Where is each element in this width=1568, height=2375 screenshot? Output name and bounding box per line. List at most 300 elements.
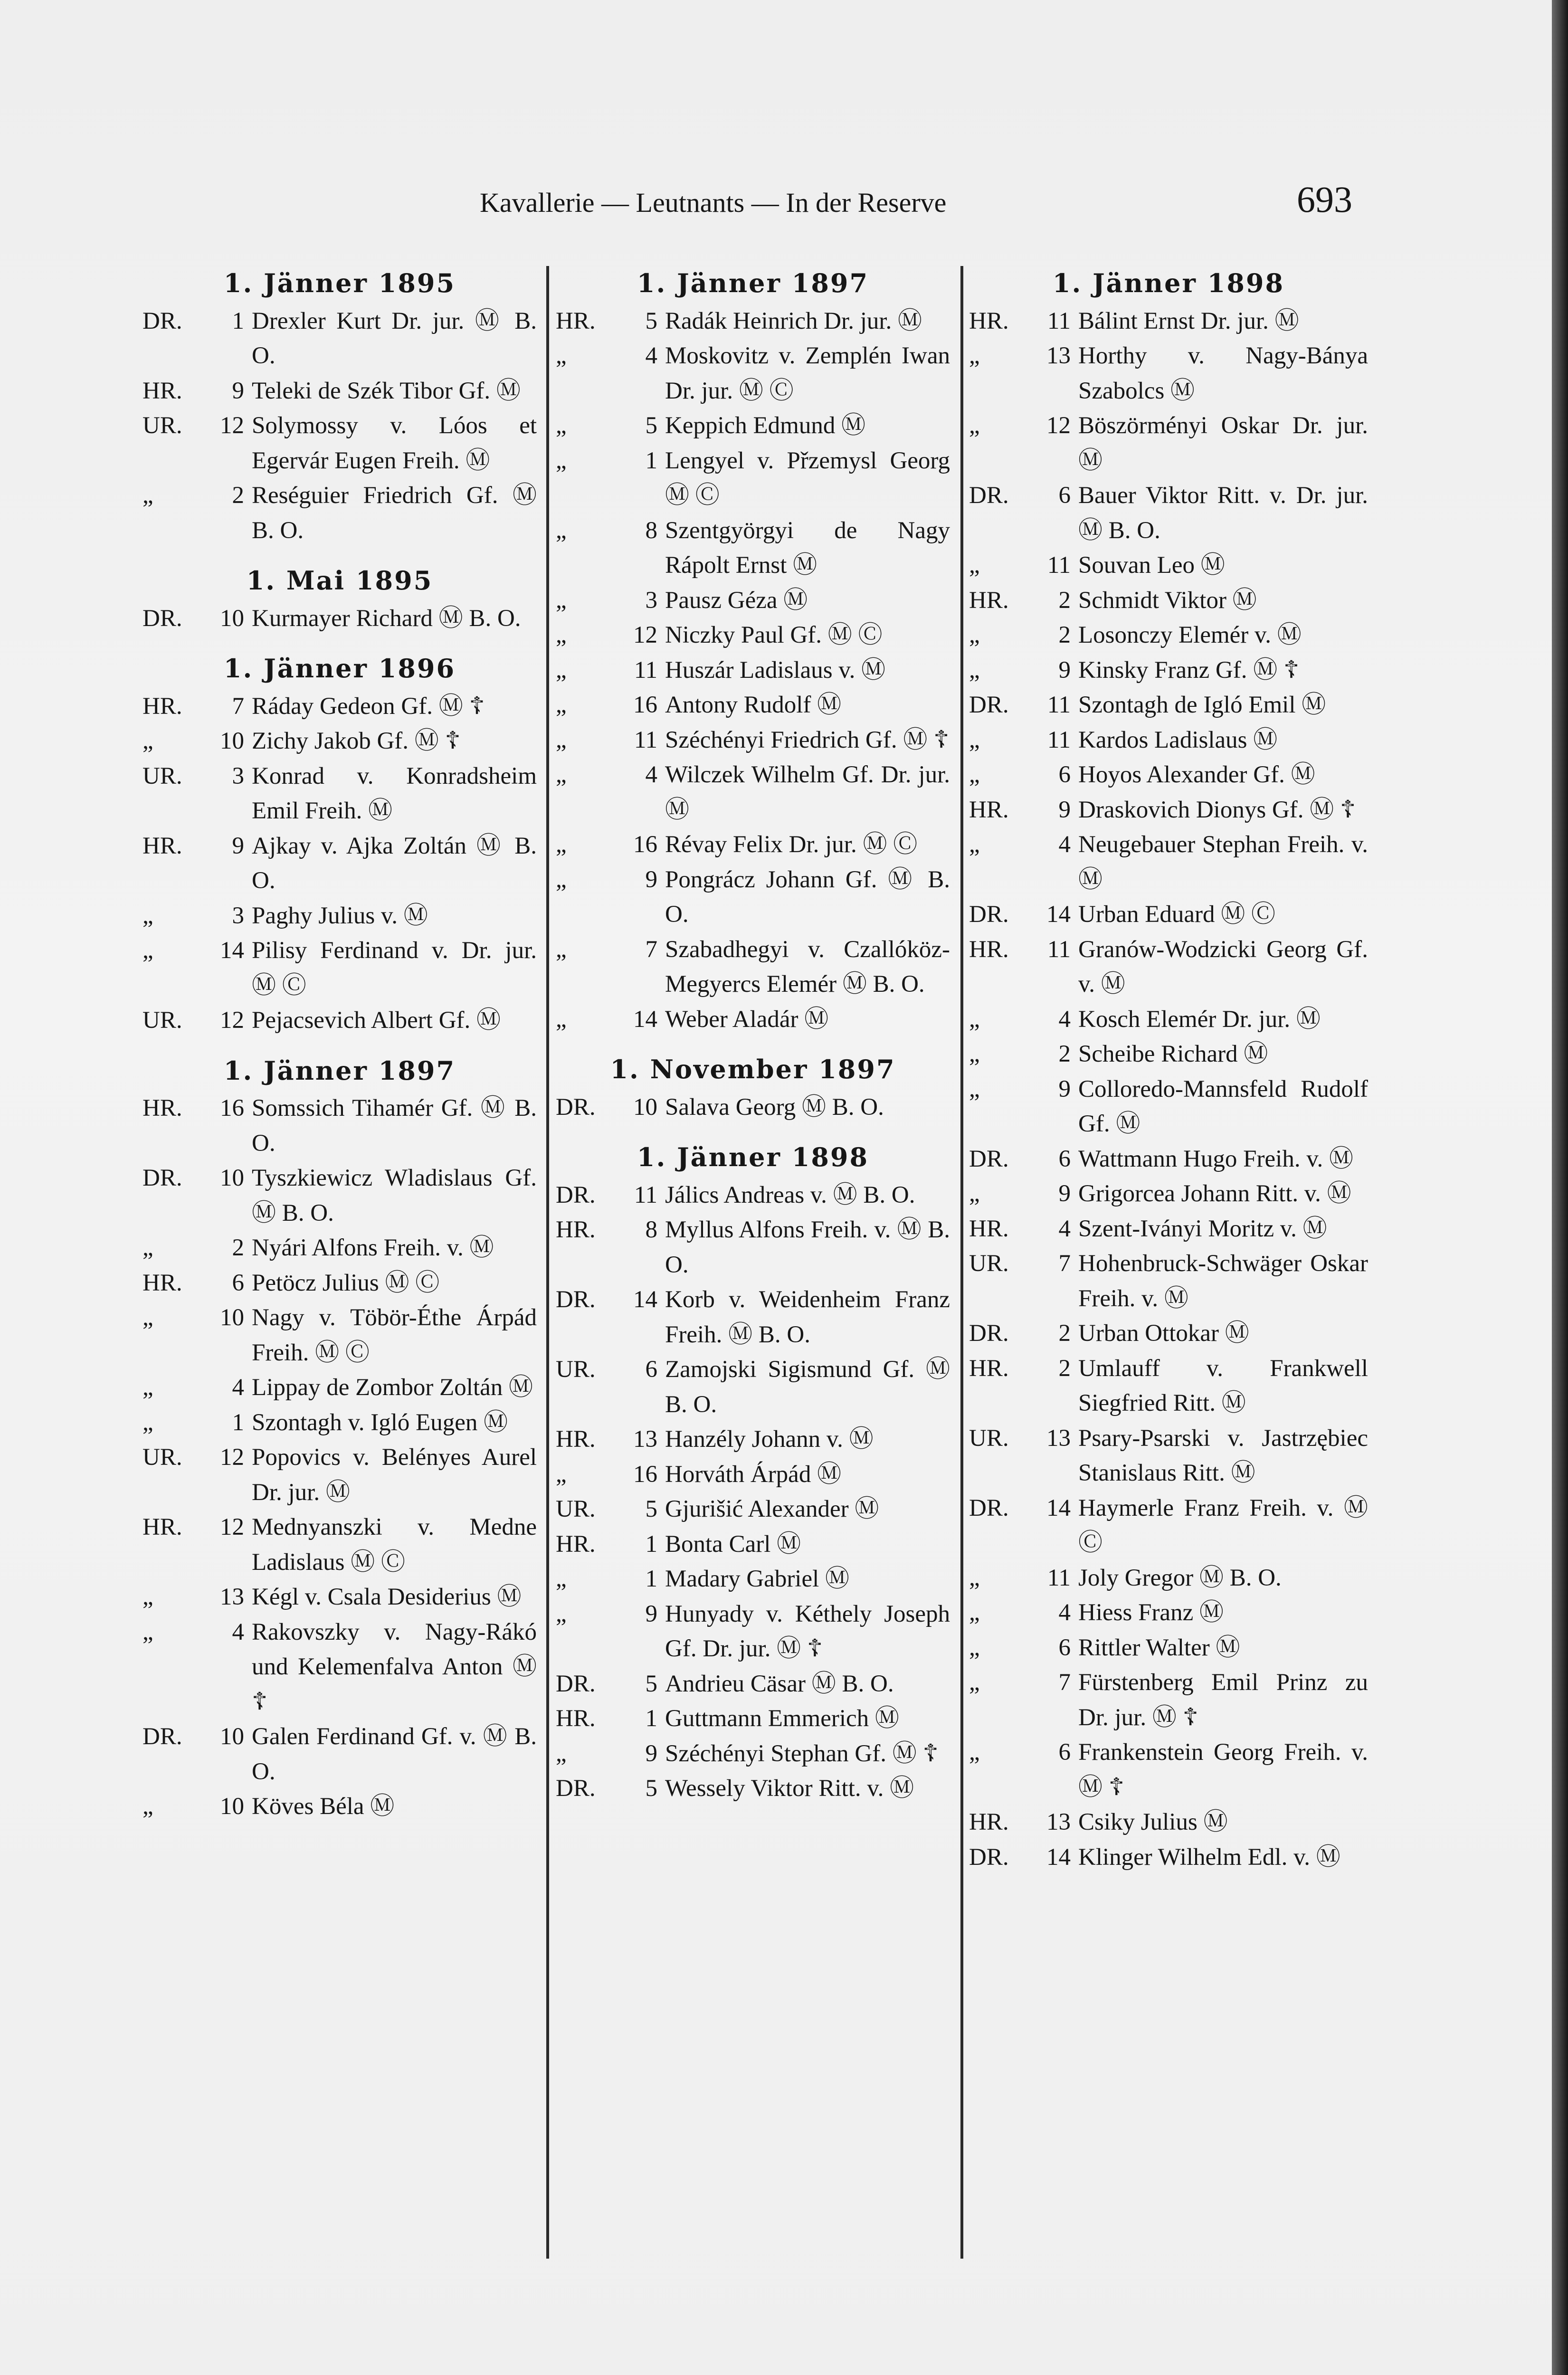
officer-name: Paghy Julius v. Ⓜ: [252, 902, 428, 929]
regiment-number: 14: [633, 1286, 657, 1313]
unit-label: „: [143, 482, 153, 509]
officer-name: Draskovich Dionys Gf. Ⓜ ☦: [1078, 796, 1356, 823]
officer-name: Széchényi Friedrich Gf. Ⓜ ☦: [665, 726, 950, 753]
section-gap: [556, 1125, 950, 1135]
regiment-number: 5: [645, 1775, 657, 1802]
roster-entry: [143, 933, 537, 1003]
roster-entry: [556, 758, 950, 827]
regiment-number: 16: [220, 1095, 244, 1121]
officer-name: Pongrácz Johann Gf. Ⓜ B. O.: [665, 866, 950, 928]
officer-name: Grigorcea Johann Ritt. v. Ⓜ: [1078, 1180, 1351, 1207]
roster-entry: [556, 1562, 950, 1597]
officer-name: Huszár Ladislaus v. Ⓜ: [665, 656, 886, 684]
section-gap: [143, 548, 537, 559]
regiment-number: 14: [1046, 1494, 1071, 1521]
roster-entry: [143, 1161, 537, 1231]
roster-entry: [143, 899, 537, 934]
officer-name: Szontagh de Igló Emil Ⓜ: [1078, 692, 1326, 718]
regiment-number: 6: [1058, 1145, 1071, 1172]
roster-entry: [969, 548, 1368, 583]
unit-label: DR.: [969, 482, 1009, 509]
unit-label: „: [969, 761, 980, 788]
roster-entry: [143, 1580, 537, 1615]
section-heading: 1. Jänner 1897: [637, 268, 869, 298]
regiment-number: 13: [633, 1426, 657, 1453]
unit-label: HR.: [556, 307, 596, 334]
unit-label: „: [969, 1599, 980, 1626]
roster-entry: [143, 478, 537, 548]
officer-name: Lengyel v. Přzemysl Georg Ⓜ Ⓒ: [665, 447, 950, 509]
officer-name: Ajkay v. Ajka Zoltán Ⓜ B. O.: [252, 832, 537, 894]
section-heading: 1. Jänner 1896: [223, 653, 456, 684]
unit-label: „: [556, 517, 567, 544]
unit-label: „: [556, 831, 567, 858]
unit-label: HR.: [969, 1809, 1009, 1835]
roster-entry: [969, 653, 1368, 688]
officer-name: Korb v. Weidenheim Franz Freih. Ⓜ B. O.: [665, 1286, 950, 1348]
unit-label: HR.: [969, 307, 1009, 334]
roster-entry: [556, 1352, 950, 1422]
section-heading: 1. Jänner 1898: [637, 1142, 869, 1172]
officer-name: Wattmann Hugo Freih. v. Ⓜ: [1078, 1145, 1354, 1172]
officer-name: Moskovitz v. Zemplén Iwan Dr. jur. Ⓜ Ⓒ: [665, 342, 950, 404]
roster-entry: [556, 1002, 950, 1037]
roster-entry: [969, 618, 1368, 653]
unit-label: HR.: [143, 832, 182, 859]
regiment-number: 2: [1058, 1320, 1071, 1347]
unit-label: „: [556, 447, 567, 474]
regiment-number: 5: [645, 307, 657, 334]
roster-entry: [556, 688, 950, 723]
regiment-number: 6: [232, 1269, 244, 1296]
regiment-number: 9: [645, 1600, 657, 1627]
unit-label: HR.: [143, 1514, 182, 1540]
roster-entry: [556, 304, 950, 339]
unit-label: DR.: [969, 1843, 1009, 1871]
officer-name: Zamojski Sigismund Gf. Ⓜ B. O.: [665, 1356, 950, 1418]
roster-entry: [969, 408, 1368, 478]
regiment-number: 14: [1046, 1843, 1071, 1871]
officer-name: Kinsky Franz Gf. Ⓜ ☦: [1078, 656, 1300, 684]
regiment-number: 13: [1046, 1809, 1071, 1835]
unit-label: UR.: [143, 1007, 182, 1034]
roster-entry: [143, 1091, 537, 1161]
unit-label: „: [556, 412, 567, 439]
regiment-number: 12: [220, 1007, 244, 1034]
officer-name: Konrad v. Konradsheim Emil Freih. Ⓜ: [252, 762, 537, 824]
officer-name: Guttmann Emmerich Ⓜ: [665, 1705, 899, 1732]
unit-label: „: [556, 1600, 567, 1627]
officer-name: Pejacsevich Albert Gf. Ⓜ: [252, 1007, 501, 1034]
officer-name: Teleki de Szék Tibor Gf. Ⓜ: [252, 377, 521, 404]
roster-entry: [969, 1596, 1368, 1631]
roster-entry: [556, 1457, 950, 1492]
regiment-number: 12: [633, 622, 657, 648]
regiment-number: 9: [232, 377, 244, 404]
section-heading: 1. Jänner 1898: [1052, 268, 1285, 298]
column-divider: [960, 266, 963, 2259]
roster-entry: [143, 1510, 537, 1580]
unit-label: „: [969, 552, 980, 579]
unit-label: DR.: [143, 605, 182, 632]
regiment-number: 11: [1047, 692, 1071, 718]
roster-entry: [969, 1805, 1368, 1840]
officer-name: Horthy v. Nagy-Bánya Szabolcs Ⓜ: [1078, 342, 1368, 404]
officer-name: Rittler Walter Ⓜ: [1078, 1634, 1240, 1661]
officer-name: Hohenbruck-Schwäger Oskar Freih. v. Ⓜ: [1078, 1250, 1368, 1312]
unit-label: „: [556, 761, 567, 788]
roster-entry: [556, 1213, 950, 1282]
roster-entry: [143, 1789, 537, 1824]
officer-name: Urban Ottokar Ⓜ: [1078, 1320, 1249, 1347]
roster-entry: [556, 408, 950, 444]
unit-label: DR.: [556, 1093, 596, 1121]
officer-name: Galen Ferdinand Gf. v. Ⓜ B. O.: [252, 1723, 537, 1785]
regiment-number: 4: [1058, 831, 1071, 858]
officer-name: Klinger Wilhelm Edl. v. Ⓜ: [1078, 1843, 1340, 1871]
regiment-number: 4: [645, 761, 657, 788]
roster-entry: [556, 827, 950, 863]
roster-entry: [556, 1701, 950, 1737]
officer-name: Bonta Carl Ⓜ: [665, 1530, 801, 1558]
officer-name: Reséguier Friedrich Gf. Ⓜ B. O.: [252, 482, 537, 544]
officer-name: Salava Georg Ⓜ B. O.: [665, 1093, 884, 1121]
officer-name: Révay Felix Dr. jur. Ⓜ Ⓒ: [665, 831, 918, 858]
regiment-number: 11: [1047, 1564, 1071, 1591]
unit-label: „: [969, 1634, 980, 1661]
unit-label: UR.: [556, 1356, 596, 1383]
regiment-number: 12: [220, 412, 244, 439]
running-header: [0, 178, 1568, 221]
officer-name: Colloredo-Mannsfeld Rudolf Gf. Ⓜ: [1078, 1075, 1368, 1137]
officer-name: Jálics Andreas v. Ⓜ B. O.: [665, 1181, 915, 1208]
officer-name: Myllus Alfons Freih. v. Ⓜ B. O.: [665, 1216, 950, 1278]
unit-label: „: [143, 1374, 153, 1401]
unit-label: HR.: [556, 1426, 596, 1453]
unit-label: „: [969, 1006, 980, 1033]
officer-name: Scheibe Richard Ⓜ: [1078, 1041, 1268, 1067]
unit-label: HR.: [143, 1269, 182, 1296]
roster-entry: [969, 478, 1368, 548]
unit-label: „: [556, 936, 567, 963]
officer-name: Wilczek Wilhelm Gf. Dr. jur. Ⓜ: [665, 761, 950, 823]
regiment-number: 6: [645, 1356, 657, 1383]
unit-label: UR.: [556, 1496, 596, 1522]
officer-name: Rakovszky v. Nagy-Rákó und Kelemenfalva Anton Ⓜ ☦: [252, 1618, 537, 1715]
unit-label: DR.: [969, 901, 1009, 928]
unit-label: „: [143, 1304, 153, 1331]
officer-name: Böszörményi Oskar Dr. jur. Ⓜ: [1078, 412, 1368, 474]
regiment-number: 11: [1047, 552, 1071, 579]
officer-name: Drexler Kurt Dr. jur. Ⓜ B. O.: [252, 307, 537, 369]
unit-label: DR.: [556, 1775, 596, 1802]
unit-label: DR.: [143, 307, 182, 334]
officer-name: Joly Gregor Ⓜ B. O.: [1078, 1564, 1282, 1591]
roster-entry: [969, 1735, 1368, 1805]
unit-label: HR.: [969, 1355, 1009, 1382]
officer-name: Szabadhegyi v. Czallóköz-Megyercs Elemér Ⓜ B. O.: [665, 936, 950, 998]
officer-name: Popovics v. Belényes Aurel Dr. jur. Ⓜ: [252, 1444, 537, 1506]
officer-name: Szontagh v. Igló Eugen Ⓜ: [252, 1409, 508, 1436]
roster-entry: [556, 1178, 950, 1213]
unit-label: HR.: [969, 796, 1009, 823]
regiment-number: 14: [633, 1006, 657, 1033]
roster-entry: [143, 1370, 537, 1406]
unit-label: DR.: [969, 1320, 1009, 1347]
unit-label: DR.: [969, 692, 1009, 718]
regiment-number: 4: [1058, 1006, 1071, 1033]
roster-entry: [969, 1631, 1368, 1666]
regiment-number: 6: [1058, 761, 1071, 788]
officer-name: Haymerle Franz Freih. v. Ⓜ Ⓒ: [1078, 1494, 1368, 1556]
roster-entry: [556, 1527, 950, 1562]
officer-name: Somssich Tihamér Gf. Ⓜ B. O.: [252, 1095, 537, 1157]
roster-entry: [969, 339, 1368, 408]
column-middle: [556, 266, 950, 1806]
unit-label: „: [143, 1793, 153, 1820]
regiment-number: 12: [1046, 412, 1071, 439]
roster-entry: [143, 1003, 537, 1038]
roster-entry: [969, 1002, 1368, 1037]
unit-label: DR.: [556, 1670, 596, 1697]
roster-entry: [556, 339, 950, 408]
roster-entry: [143, 304, 537, 374]
unit-label: „: [556, 866, 567, 893]
roster-entry: [143, 1615, 537, 1720]
officer-name: Kurmayer Richard Ⓜ B. O.: [252, 605, 521, 632]
regiment-number: 12: [220, 1444, 244, 1471]
officer-name: Wessely Viktor Ritt. v. Ⓜ: [665, 1775, 914, 1802]
regiment-number: 1: [645, 1566, 657, 1592]
unit-label: „: [969, 622, 980, 648]
unit-label: „: [969, 831, 980, 858]
unit-label: HR.: [556, 1705, 596, 1732]
roster-entry: [143, 1231, 537, 1266]
officer-name: Szent-Iványi Moritz v. Ⓜ: [1078, 1215, 1327, 1242]
regiment-number: 7: [232, 693, 244, 720]
regiment-number: 12: [220, 1514, 244, 1540]
regiment-number: 11: [1047, 307, 1071, 334]
regiment-number: 2: [1058, 1355, 1071, 1382]
regiment-number: 2: [232, 482, 244, 509]
roster-entry: [969, 1665, 1368, 1735]
roster-entry: [969, 688, 1368, 723]
regiment-number: 13: [220, 1584, 244, 1610]
unit-label: „: [556, 1566, 567, 1592]
column-divider: [546, 266, 549, 2259]
roster-entry: [969, 1561, 1368, 1596]
unit-label: „: [143, 937, 153, 964]
regiment-number: 6: [1058, 1634, 1071, 1661]
roster-entry: [143, 1301, 537, 1370]
regiment-number: 10: [220, 1304, 244, 1331]
regiment-number: 10: [220, 1165, 244, 1191]
regiment-number: 2: [1058, 1041, 1071, 1067]
officer-name: Tyszkiewicz Wladislaus Gf. Ⓜ B. O.: [252, 1165, 537, 1226]
regiment-number: 16: [633, 1461, 657, 1488]
unit-label: „: [556, 587, 567, 614]
unit-label: „: [143, 902, 153, 929]
roster-entry: [556, 723, 950, 758]
roster-entry: [556, 1282, 950, 1352]
regiment-number: 11: [634, 1181, 657, 1208]
unit-label: „: [969, 1564, 980, 1591]
roster-entry: [143, 829, 537, 899]
unit-label: „: [969, 1075, 980, 1102]
regiment-number: 10: [220, 605, 244, 632]
unit-label: DR.: [556, 1181, 596, 1208]
unit-label: „: [969, 1180, 980, 1207]
roster-entry: [556, 1597, 950, 1667]
roster-entry: [556, 863, 950, 932]
regiment-number: 11: [634, 656, 657, 684]
officer-name: Radák Heinrich Dr. jur. Ⓜ: [665, 307, 922, 334]
officer-name: Bauer Viktor Ritt. v. Dr. jur. Ⓜ B. O.: [1078, 482, 1368, 544]
unit-label: HR.: [556, 1530, 596, 1558]
regiment-number: 8: [645, 517, 657, 544]
regiment-number: 1: [645, 1705, 657, 1732]
roster-entry: [143, 1440, 537, 1510]
officer-name: Ráday Gedeon Gf. Ⓜ ☦: [252, 693, 485, 720]
officer-name: Horváth Árpád Ⓜ: [665, 1461, 842, 1488]
roster-entry: [143, 1406, 537, 1441]
roster-entry: [969, 1316, 1368, 1351]
officer-name: Urban Eduard Ⓜ Ⓒ: [1078, 901, 1275, 928]
unit-label: „: [556, 1461, 567, 1488]
roster-entry: [143, 689, 537, 724]
roster-entry: [969, 758, 1368, 793]
roster-entry: [969, 793, 1368, 828]
regiment-number: 9: [1058, 796, 1071, 823]
running-title: Kavallerie — Leutnants — In der Reserve: [480, 187, 947, 218]
regiment-number: 7: [645, 936, 657, 963]
roster-entry: [143, 601, 537, 636]
officer-name: Losonczy Elemér v. Ⓜ: [1078, 622, 1302, 648]
page-edge-shadow: [1552, 0, 1568, 2375]
unit-label: HR.: [556, 1216, 596, 1243]
regiment-number: 4: [645, 342, 657, 369]
officer-name: Niczky Paul Gf. Ⓜ Ⓒ: [665, 622, 883, 648]
regiment-number: 2: [1058, 587, 1071, 614]
officer-name: Granów-Wodzicki Georg Gf. v. Ⓜ: [1078, 936, 1368, 998]
section-gap: [556, 1037, 950, 1047]
regiment-number: 6: [1058, 1739, 1071, 1766]
unit-label: HR.: [143, 693, 182, 720]
officer-name: Neugebauer Stephan Freih. v. Ⓜ: [1078, 831, 1368, 893]
regiment-number: 1: [645, 1530, 657, 1558]
unit-label: UR.: [143, 1444, 182, 1471]
unit-label: UR.: [143, 762, 182, 789]
regiment-number: 8: [645, 1216, 657, 1243]
roster-entry: [556, 583, 950, 618]
officer-name: Nyári Alfons Freih. v. Ⓜ: [252, 1235, 494, 1261]
regiment-number: 5: [645, 412, 657, 439]
officer-name: Mednyanszki v. Medne Ladislaus Ⓜ Ⓒ: [252, 1514, 537, 1576]
roster-entry: [556, 932, 950, 1002]
officer-name: Nagy v. Töbör-Éthe Árpád Freih. Ⓜ Ⓒ: [252, 1304, 537, 1366]
regiment-number: 13: [1046, 342, 1071, 369]
unit-label: „: [556, 656, 567, 684]
unit-label: „: [556, 342, 567, 369]
roster-entry: [556, 1667, 950, 1702]
officer-name: Hanzély Johann v. Ⓜ: [665, 1426, 874, 1453]
roster-entry: [969, 1491, 1368, 1561]
officer-name: Solymossy v. Lóos et Egervár Eugen Freih. Ⓜ: [252, 412, 537, 474]
roster-entry: [969, 1212, 1368, 1247]
officer-name: Zichy Jakob Gf. Ⓜ ☦: [252, 728, 461, 754]
roster-entry: [969, 827, 1368, 897]
officer-name: Schmidt Viktor Ⓜ: [1078, 587, 1257, 614]
officer-name: Umlauff v. Frankwell Siegfried Ritt. Ⓜ: [1078, 1355, 1368, 1416]
regiment-number: 7: [1058, 1250, 1071, 1277]
roster-entry: [969, 1351, 1368, 1421]
officer-name: Kégl v. Csala Desiderius Ⓜ: [252, 1584, 522, 1610]
roster-entry: [969, 897, 1368, 932]
unit-label: DR.: [556, 1286, 596, 1313]
regiment-number: 9: [645, 866, 657, 893]
regiment-number: 14: [220, 937, 244, 964]
column-left: [143, 266, 537, 1824]
roster-entry: [556, 1771, 950, 1806]
officer-name: Pausz Géza Ⓜ: [665, 587, 808, 614]
officer-name: Köves Béla Ⓜ: [252, 1793, 395, 1820]
officer-name: Andrieu Cäsar Ⓜ B. O.: [665, 1670, 894, 1697]
regiment-number: 6: [1058, 482, 1071, 509]
roster-entry: [969, 1840, 1368, 1875]
officer-name: Bálint Ernst Dr. jur. Ⓜ: [1078, 307, 1299, 334]
officer-name: Antony Rudolf Ⓜ: [665, 692, 842, 718]
officer-name: Souvan Leo Ⓜ: [1078, 552, 1225, 579]
regiment-number: 5: [645, 1496, 657, 1522]
regiment-number: 9: [645, 1740, 657, 1767]
regiment-number: 16: [633, 831, 657, 858]
unit-label: DR.: [969, 1145, 1009, 1172]
regiment-number: 9: [1058, 656, 1071, 684]
regiment-number: 2: [1058, 622, 1071, 648]
unit-label: HR.: [143, 1095, 182, 1121]
regiment-number: 10: [220, 728, 244, 754]
officer-name: Lippay de Zombor Zoltán Ⓜ: [252, 1374, 533, 1401]
roster-entry: [143, 759, 537, 829]
unit-label: „: [143, 728, 153, 754]
roster-entry: [556, 1492, 950, 1527]
regiment-number: 13: [1046, 1425, 1071, 1452]
roster-entry: [969, 1177, 1368, 1212]
unit-label: „: [143, 1235, 153, 1261]
unit-label: „: [556, 622, 567, 648]
roster-entry: [556, 653, 950, 688]
unit-label: „: [969, 412, 980, 439]
regiment-number: 9: [1058, 1180, 1071, 1207]
regiment-number: 4: [1058, 1599, 1071, 1626]
roster-entry: [556, 1090, 950, 1125]
officer-name: Gjurišić Alexander Ⓜ: [665, 1496, 879, 1522]
officer-name: Psary-Psarski v. Jastrzębiec Stanislaus Ritt. Ⓜ: [1078, 1425, 1368, 1486]
roster-entry: [969, 932, 1368, 1002]
roster-entry: [969, 1142, 1368, 1177]
regiment-number: 4: [232, 1618, 244, 1645]
section-heading: 1. Mai 1895: [246, 565, 433, 596]
unit-label: „: [143, 1409, 153, 1436]
regiment-number: 9: [1058, 1075, 1071, 1102]
regiment-number: 4: [1058, 1215, 1071, 1242]
officer-name: Hunyady v. Kéthely Joseph Gf. Dr. jur. Ⓜ ☦: [665, 1600, 950, 1662]
unit-label: „: [556, 1006, 567, 1033]
regiment-number: 4: [232, 1374, 244, 1401]
unit-label: „: [143, 1584, 153, 1610]
unit-label: UR.: [143, 412, 182, 439]
roster-entry: [969, 723, 1368, 758]
